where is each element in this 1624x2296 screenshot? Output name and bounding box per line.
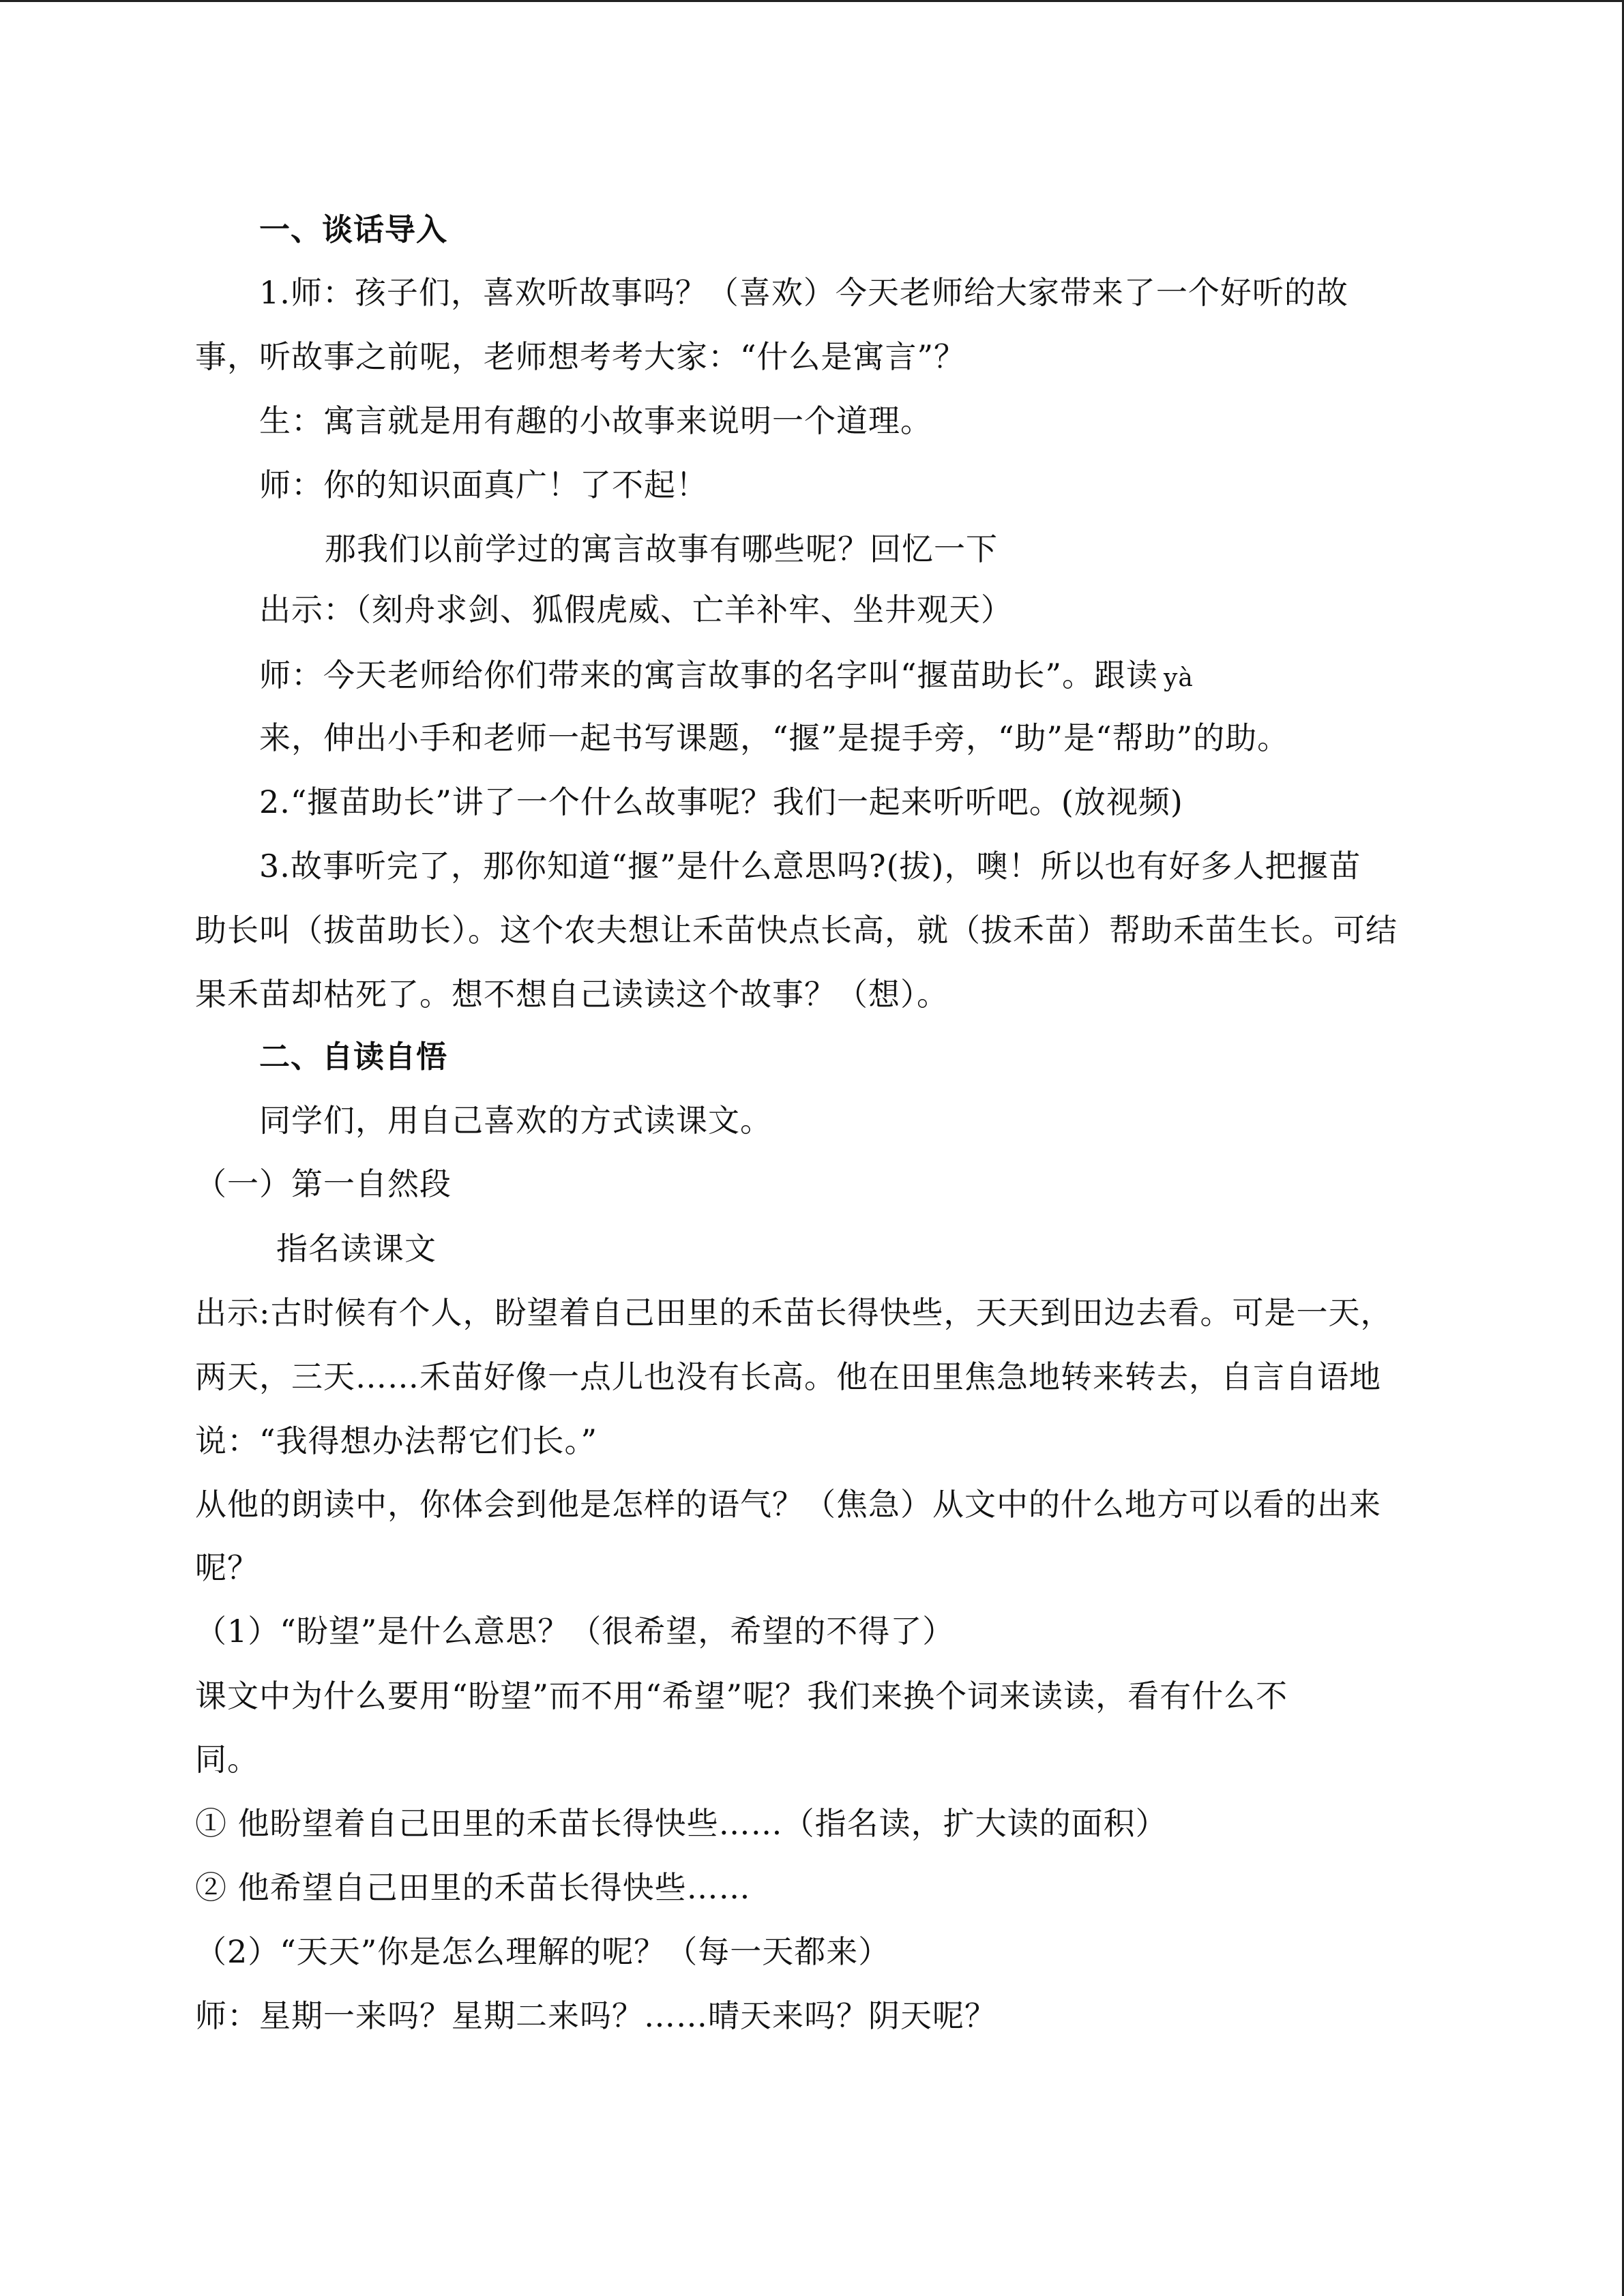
paragraph-line: 同。 bbox=[195, 1741, 259, 1778]
paragraph-line: 那我们以前学过的寓言故事有哪些呢？回忆一下 bbox=[325, 531, 998, 567]
paragraph-line: 3.故事听完了，那你知道“揠”是什么意思吗?(拔)，噢！所以也有好多人把揠苗 bbox=[259, 848, 1361, 884]
paragraph-line: 出示:古时候有个人，盼望着自己田里的禾苗长得快些，天天到田边去看。可是一天， bbox=[195, 1294, 1393, 1331]
paragraph-line: 来，伸出小手和老师一起书写课题，“揠”是提手旁，“助”是“帮助”的助。 bbox=[259, 719, 1290, 756]
paragraph-line: 出示：（刻舟求剑、狐假虎威、亡羊补牢、坐井观天） bbox=[259, 591, 1013, 628]
paragraph-line: 助长叫（拔苗助长）。这个农夫想让禾苗快点长高，就（拔禾苗）帮助禾苗生长。可结 bbox=[195, 912, 1398, 949]
subsection-heading: （一）第一自然段 bbox=[195, 1165, 452, 1202]
paragraph-line: 1.师：孩子们，喜欢听故事吗？（喜欢）今天老师给大家带来了一个好听的故 bbox=[259, 274, 1348, 311]
paragraph-line: 生：寓言就是用有趣的小故事来说明一个道理。 bbox=[259, 402, 932, 439]
paragraph-line: 事，听故事之前呢，老师想考考大家：“什么是寓言”？ bbox=[195, 338, 966, 375]
paragraph-line: 从他的朗读中，你体会到他是怎样的语气？（焦急）从文中的什么地方可以看的出来 bbox=[195, 1486, 1381, 1523]
pinyin-annotation: yà bbox=[1164, 664, 1194, 692]
paragraph-line: 指名读课文 bbox=[276, 1230, 437, 1267]
section-heading-1: 一、谈话导入 bbox=[259, 211, 448, 248]
paragraph-line: （1）“盼望”是什么意思？（很希望，希望的不得了） bbox=[195, 1613, 955, 1650]
paragraph-line: 果禾苗却枯死了。想不想自己读读这个故事？（想）。 bbox=[195, 976, 949, 1013]
paragraph-line: 两天，三天……禾苗好像一点儿也没有长高。他在田里焦急地转来转去，自言自语地 bbox=[195, 1358, 1381, 1395]
paragraph-line-with-pinyin bbox=[259, 656, 1194, 698]
paragraph-line: ① 他盼望着自己田里的禾苗长得快些……（指名读，扩大读的面积） bbox=[195, 1805, 1168, 1842]
paragraph-line: 呢？ bbox=[195, 1549, 259, 1586]
paragraph-line: 同学们，用自己喜欢的方式读课文。 bbox=[259, 1102, 772, 1139]
paragraph-line: 师：星期一来吗？星期二来吗？……晴天来吗？阴天呢？ bbox=[195, 1997, 996, 2034]
paragraph-text: 师：今天老师给你们带来的寓言故事的名字叫“揠苗助长”。跟读 bbox=[259, 657, 1159, 694]
paragraph-line: ② 他希望自己田里的禾苗长得快些…… bbox=[195, 1869, 751, 1906]
paragraph-line: 2.“揠苗助长”讲了一个什么故事呢？我们一起来听听吧。(放视频) bbox=[259, 784, 1183, 820]
paragraph-line: （2）“天天”你是怎么理解的呢？（每一天都来） bbox=[195, 1933, 891, 1970]
section-heading-2: 二、自读自悟 bbox=[259, 1039, 448, 1075]
paragraph-line: 课文中为什么要用“盼望”而不用“希望”呢？我们来换个词来读读，看有什么不 bbox=[195, 1678, 1288, 1714]
paragraph-line: 说：“我得想办法帮它们长。” bbox=[195, 1422, 598, 1459]
paragraph-line: 师：你的知识面真广！了不起！ bbox=[259, 466, 708, 503]
